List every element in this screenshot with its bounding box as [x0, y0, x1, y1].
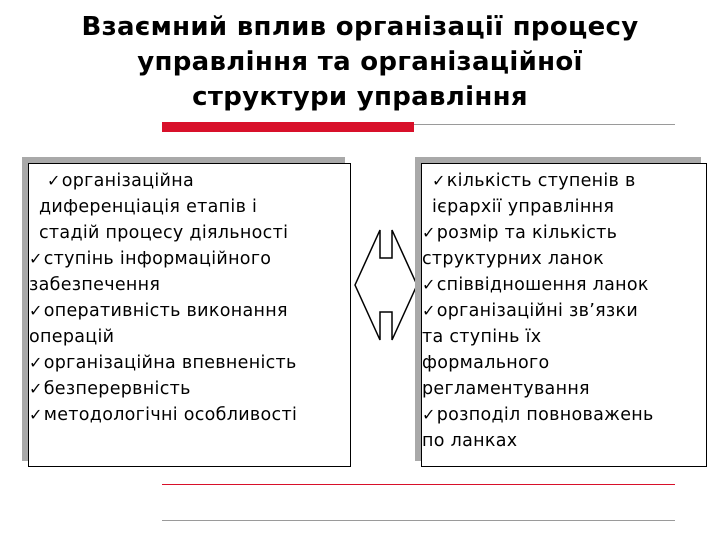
list-item: ✓організаційна впевненість — [29, 353, 297, 373]
check-icon: ✓ — [29, 249, 43, 268]
list-item: ✓розподіл повноважень — [422, 405, 654, 425]
list-item-continuation: та ступінь їх — [422, 327, 542, 347]
double-arrow-icon — [354, 226, 418, 344]
list-item: ✓методологічні особливості — [29, 405, 298, 425]
process-factors-panel — [28, 163, 351, 467]
list-item: ✓розмір та кількість — [422, 223, 618, 243]
list-item-continuation: ієрархії управління — [432, 197, 615, 217]
check-icon: ✓ — [29, 405, 43, 424]
check-icon: ✓ — [422, 275, 436, 294]
list-item-continuation: диференціація етапів і — [39, 197, 258, 217]
title-accent-bar — [162, 122, 414, 132]
list-item-continuation: операцій — [29, 327, 115, 347]
list-item: ✓співвідношення ланок — [422, 275, 649, 295]
check-icon: ✓ — [47, 171, 61, 190]
list-item-continuation: по ланках — [422, 431, 518, 451]
list-item-continuation: структурних ланок — [422, 249, 604, 269]
check-icon: ✓ — [422, 223, 436, 242]
check-icon: ✓ — [422, 301, 436, 320]
list-item-continuation: забезпечення — [29, 275, 161, 295]
slide-title — [0, 10, 720, 115]
title-line-3: структури управління — [192, 82, 528, 112]
check-icon: ✓ — [29, 379, 43, 398]
list-item: ✓безперервність — [29, 379, 191, 399]
check-icon: ✓ — [29, 353, 43, 372]
list-item-continuation: формального — [422, 353, 550, 373]
list-item: ✓організаційні зв’язки — [422, 301, 639, 321]
check-icon: ✓ — [29, 301, 43, 320]
check-icon: ✓ — [432, 171, 446, 190]
list-item: ✓кількість ступенів в — [432, 171, 636, 191]
check-icon: ✓ — [422, 405, 436, 424]
footer-rule-red — [162, 484, 675, 485]
footer-rule-gray — [162, 520, 675, 521]
structure-factors-panel — [421, 163, 707, 467]
list-item: ✓ступінь інформаційного — [29, 249, 272, 269]
list-item-continuation: регламентування — [422, 379, 590, 399]
title-line-1: Взаємний вплив організації процесу — [81, 12, 639, 42]
list-item-continuation: стадій процесу діяльності — [39, 223, 289, 243]
title-line-2: управління та організаційної — [137, 47, 583, 77]
list-item: ✓оперативність виконання — [29, 301, 288, 321]
list-item: ✓організаційна — [47, 171, 194, 191]
